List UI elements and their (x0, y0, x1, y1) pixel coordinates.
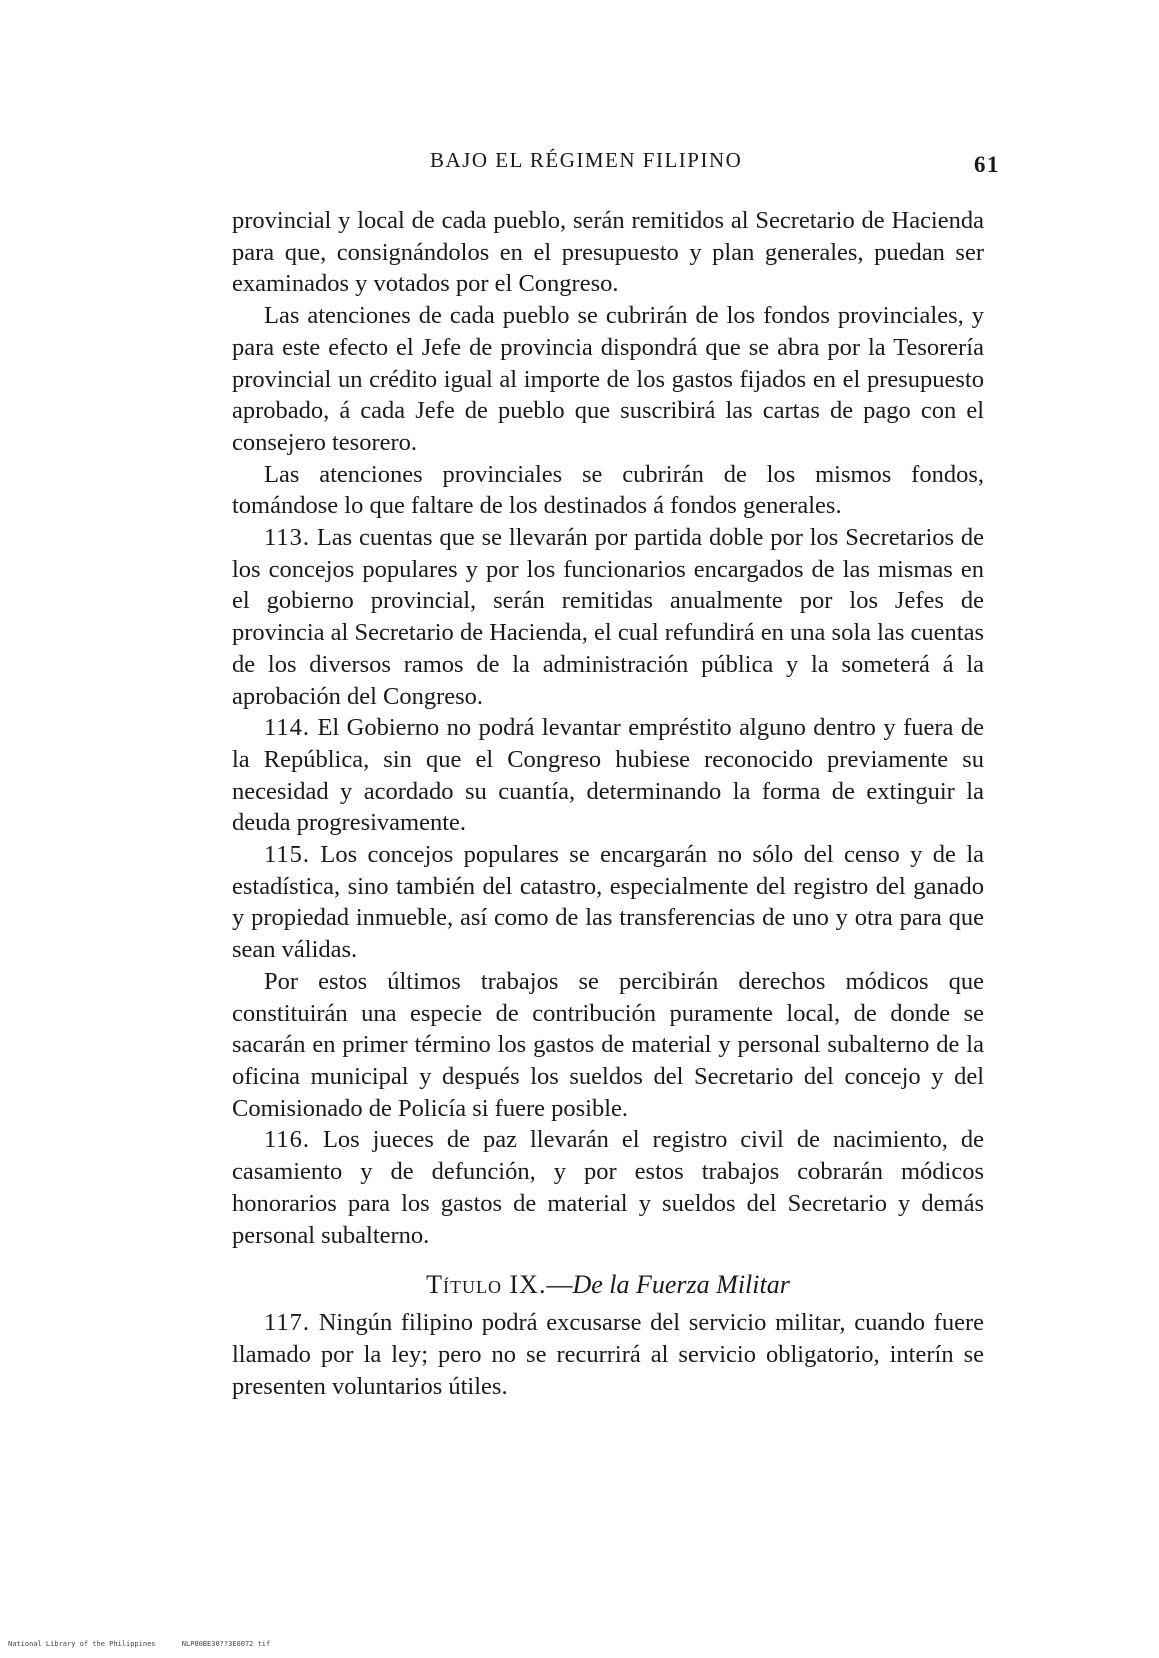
article-number: 116. (264, 1126, 310, 1154)
paragraph-text: Por estos últimos trabajos se percibirán derechos módicos que constituirán una especie de contribución puramente local, de donde se sacarán en primer término los gastos de material y personal subalterno de la oficina municipal y después los sueldos del Secretario del concejo y del Comisionado de Policía si fuere posible. (232, 967, 984, 1122)
section-dash: — (546, 1270, 573, 1300)
page-number: 61 (974, 152, 1000, 177)
paragraph (232, 1124, 984, 1251)
paragraph-text: Los jueces de paz llevarán el registro civil de nacimiento, de casamiento y de defunción, y por estos trabajos cobrarán módicos honorarios para los gastos de material y sueldos del Secretario y demás personal subalterno. (232, 1126, 984, 1249)
paragraph-text: El Gobierno no podrá levantar empréstito alguno dentro y fuera de la República, sin que el Congreso hubiese reconocido previamente su necesidad y acordado su cuantía, determinando la forma de extinguir la deuda progresivamente. (232, 714, 984, 837)
paragraph (232, 459, 984, 522)
section-label: Título IX. (426, 1270, 547, 1300)
article-number: 113. (264, 524, 310, 552)
paragraph (232, 839, 984, 966)
paragraph (232, 205, 984, 300)
paragraph-text: provincial y local de cada pueblo, serán remitidos al Secretario de Hacienda para que, consignándolos en el presupuesto y plan generales, puedan ser examinados y votados por el Congreso. (232, 207, 984, 298)
section-heading (232, 1269, 984, 1301)
paragraph-group-after (232, 1307, 984, 1402)
paragraph-text: Las atenciones provinciales se cubrirán de los mismos fondos, tomándose lo que faltare de los destinados á fondos generales. (232, 460, 984, 520)
footer-library: National Library of the Philippines (8, 1640, 156, 1648)
article-number: 117. (264, 1309, 310, 1337)
paragraph-text: Las atenciones de cada pueblo se cubrirán de los fondos provinciales, y para este efecto el Jefe de provincia dispondrá que se abra por la Tesorería provincial un crédito igual al importe de los gastos fijados en el presupuesto aprobado, á cada Jefe de pueblo que suscribirá las cartas de pago con el consejero tesorero. (232, 302, 984, 456)
scan-footer (8, 1640, 292, 1648)
paragraph (232, 300, 984, 459)
paragraph-text: Ningún filipino podrá excusarse del servicio militar, cuando fuere llamado por la ley; pero no se recurrirá al servicio obligatorio, interín se presenten voluntarios útiles. (232, 1309, 985, 1400)
paragraph-text: Las cuentas que se llevarán por partida doble por los Secretarios de los concejos populares y por los funcionarios encargados de las mismas en el gobierno provincial, serán remitidas anualmente por los Jefes de provincia al Secretario de Hacienda, el cual refundirá en una sola las cuentas de los diversos ramos de la administración pública y la someterá á la aprobación del Congreso. (232, 524, 985, 710)
paragraph (232, 712, 984, 839)
article-number: 114. (264, 714, 310, 742)
paragraph (232, 1307, 984, 1402)
footer-code: NLP00BE30??3E0072 tif (181, 1640, 271, 1648)
running-title: BAJO EL RÉGIMEN FILIPINO (430, 148, 743, 172)
paragraph-group-before (232, 205, 984, 1251)
body-text (232, 205, 984, 1402)
paragraph (232, 966, 984, 1125)
article-number: 115. (264, 841, 310, 869)
paragraph (232, 522, 984, 712)
paragraph-text: Los concejos populares se encargarán no sólo del censo y de la estadística, sino también del catastro, especialmente del registro del ganado y propiedad inmueble, así como de las transferencias de uno y otra para que sean válidas. (232, 841, 985, 964)
section-title: De la Fuerza Militar (572, 1270, 790, 1300)
